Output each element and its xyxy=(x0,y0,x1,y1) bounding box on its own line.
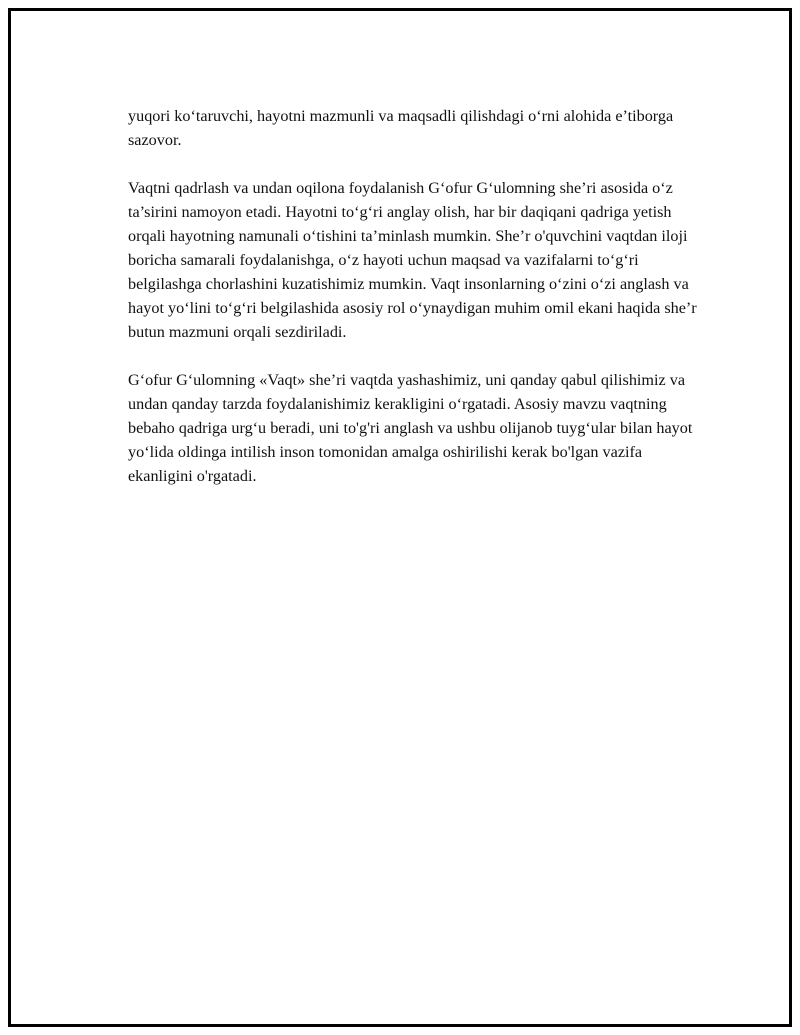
paragraph-2: Vaqtni qadrlash va undan oqilona foydalanish G‘ofur G‘ulomning she’ri asosida o‘z ta’sirini namoyon etadi. Hayotni to‘g‘ri anglay olish, har bir daqiqani qadriga yetish orqali hayotning namunali o‘tishini ta’minlash mumkin. She’r o'quvchini vaqtdan iloji boricha samarali foydalanishga, o‘z hayoti uchun maqsad va vazifalarni to‘g‘ri belgilashga chorlashini kuzatishimiz mumkin. Vaqt insonlarning o‘zini o‘zi anglash va hayot yo‘lini to‘g‘ri belgilashida asosiy rol o‘ynaydigan muhim omil ekani haqida she’r butun mazmuni orqali sezdiriladi. xyxy=(128,179,697,341)
paragraph-3: G‘ofur G‘ulomning «Vaqt» she’ri vaqtda yashashimiz, uni qanday qabul qilishimiz va undan qanday tarzda foydalanishimiz kerakligini o‘rgatadi. Asosiy mavzu vaqtning bebaho qadriga urg‘u beradi, uni to'g'ri anglash va ushbu olijanob tuyg‘ular bilan hayot yo‘lida oldinga intilish inson tomonidan amalga oshirilishi kerak bo'lgan vazifa ekanligini o'rgatadi. xyxy=(128,371,693,485)
page-frame xyxy=(8,8,792,1027)
document-body xyxy=(128,104,698,488)
paragraph-1: yuqori ko‘taruvchi, hayotni mazmunli va maqsadli qilishdagi o‘rni alohida e’tiborga sazovor. xyxy=(128,107,674,149)
